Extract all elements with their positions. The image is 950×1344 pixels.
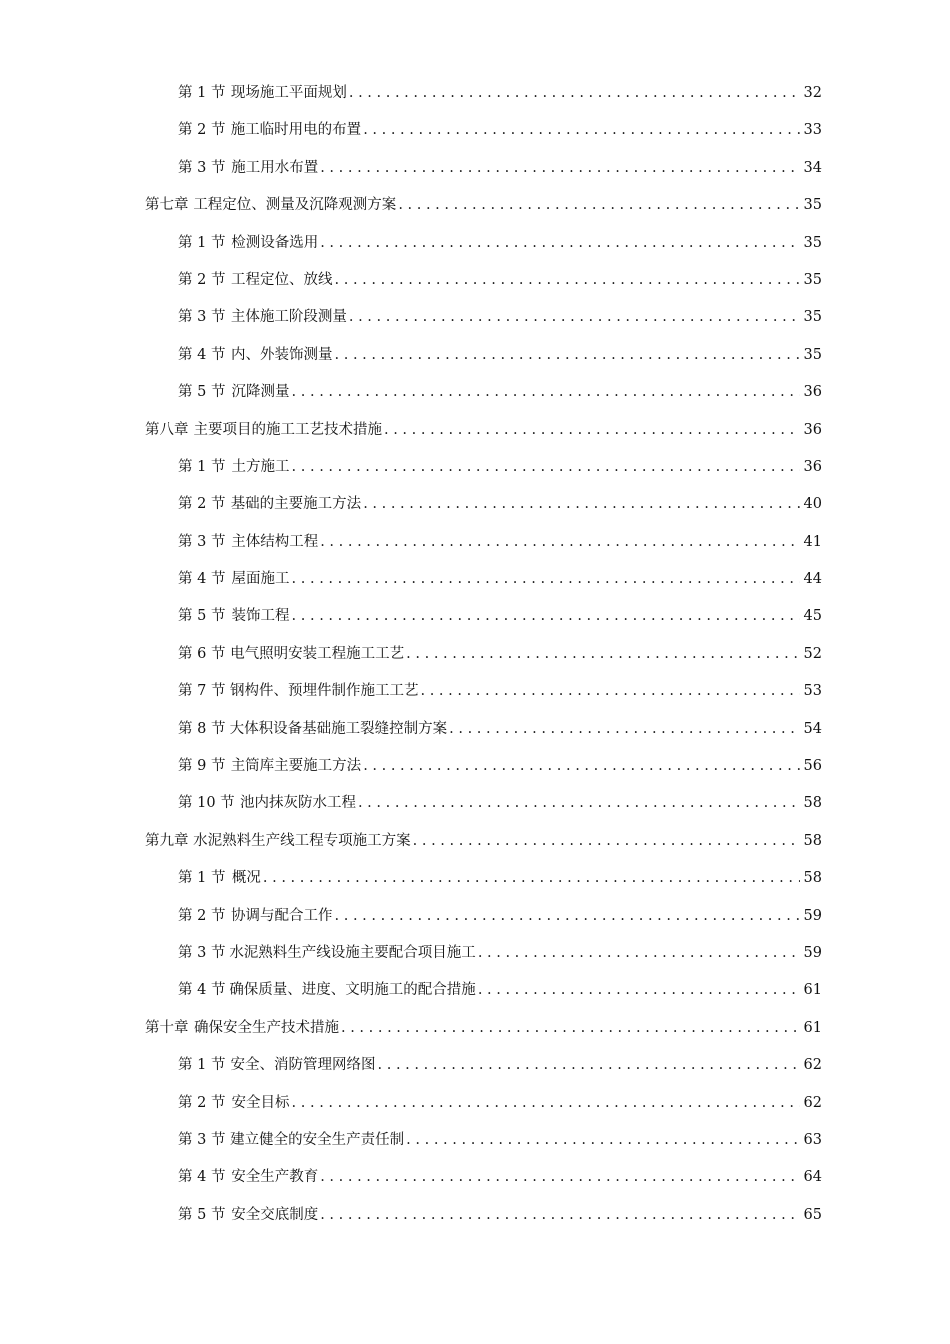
toc-page-number: 59 — [803, 907, 822, 924]
toc-entry-title: 工程定位、测量及沉降观测方案 — [193, 197, 397, 214]
dot-leader — [413, 823, 800, 860]
toc-section-entry[interactable] — [0, 75, 950, 112]
toc-entry-label: 第 8 节 — [178, 720, 226, 737]
toc-section-entry[interactable] — [0, 785, 950, 822]
toc-entry-title: 确保质量、进度、文明施工的配合措施 — [229, 982, 476, 999]
toc-entry-label: 第 10 节 — [178, 795, 235, 812]
toc-section-entry[interactable] — [0, 1122, 950, 1159]
toc-page-number: 33 — [803, 122, 822, 139]
toc-entry-label: 第 4 节 — [178, 571, 226, 588]
toc-section-entry[interactable] — [0, 299, 950, 336]
toc-page-number: 53 — [803, 683, 822, 700]
toc-page-number: 52 — [803, 645, 822, 662]
toc-entry-label: 第七章 — [145, 197, 189, 214]
dot-leader — [292, 561, 800, 598]
toc-entry-label: 第 6 节 — [178, 645, 226, 662]
toc-entry-label: 第 2 节 — [178, 1094, 226, 1111]
toc-entry-label: 第 5 节 — [178, 608, 226, 625]
toc-entry-title: 沉降测量 — [231, 384, 290, 401]
dot-leader — [335, 898, 800, 935]
toc-entry-label: 第 1 节 — [178, 870, 226, 887]
dot-leader — [320, 1159, 799, 1196]
toc-entry-title: 池内抹灰防水工程 — [239, 795, 356, 812]
dot-leader — [363, 486, 799, 523]
toc-entry-label: 第 2 节 — [178, 496, 226, 513]
toc-page-number: 45 — [803, 608, 822, 625]
toc-entry-label: 第 3 节 — [178, 533, 226, 550]
toc-entry-title: 安全交底制度 — [231, 1206, 319, 1223]
dot-leader — [320, 1197, 799, 1234]
toc-section-entry[interactable] — [0, 935, 950, 972]
toc-chapter-entry[interactable] — [0, 187, 950, 224]
toc-entry-label: 第 4 节 — [178, 1169, 226, 1186]
dot-leader — [320, 524, 799, 561]
toc-page-number: 61 — [803, 1019, 822, 1036]
toc-page-number: 36 — [803, 458, 822, 475]
toc-page-number: 35 — [803, 197, 822, 214]
toc-page-number: 62 — [803, 1057, 822, 1074]
toc-section-entry[interactable] — [0, 337, 950, 374]
dot-leader — [292, 598, 800, 635]
toc-entry-title: 钢构件、预埋件制作施工工艺 — [230, 683, 419, 700]
toc-entry-title: 屋面施工 — [231, 571, 290, 588]
toc-entry-label: 第 3 节 — [178, 944, 226, 961]
toc-chapter-entry[interactable] — [0, 1010, 950, 1047]
toc-page-number: 58 — [803, 795, 822, 812]
dot-leader — [398, 187, 799, 224]
toc-entry-label: 第 7 节 — [178, 683, 226, 700]
dot-leader — [478, 972, 800, 1009]
toc-entry-label: 第 2 节 — [178, 907, 226, 924]
toc-section-entry[interactable] — [0, 1197, 950, 1234]
toc-section-entry[interactable] — [0, 486, 950, 523]
dot-leader — [449, 711, 799, 748]
toc-entry-label: 第 2 节 — [178, 271, 226, 288]
toc-section-entry[interactable] — [0, 112, 950, 149]
toc-entry-title: 基础的主要施工方法 — [230, 496, 362, 513]
toc-entry-title: 大体积设备基础施工裂缝控制方案 — [229, 720, 448, 737]
toc-section-entry[interactable] — [0, 374, 950, 411]
toc-section-entry[interactable] — [0, 636, 950, 673]
toc-entry-label: 第 1 节 — [178, 458, 226, 475]
toc-entry-title: 确保安全生产技术措施 — [194, 1019, 339, 1036]
toc-entry-label: 第八章 — [145, 421, 189, 438]
toc-entry-title: 电气照明安装工程施工工艺 — [230, 645, 405, 662]
toc-page-number: 63 — [803, 1131, 822, 1148]
dot-leader — [478, 935, 800, 972]
toc-entry-label: 第 5 节 — [178, 1206, 226, 1223]
toc-entry-title: 协调与配合工作 — [231, 907, 333, 924]
dot-leader — [363, 748, 799, 785]
toc-entry-label: 第 3 节 — [178, 1131, 226, 1148]
toc-entry-title: 施工临时用电的布置 — [230, 122, 362, 139]
toc-entry-title: 主体施工阶段测量 — [230, 309, 347, 326]
dot-leader — [378, 1047, 800, 1084]
toc-section-entry[interactable] — [0, 898, 950, 935]
toc-entry-title: 水泥熟料生产线工程专项施工方案 — [193, 832, 411, 849]
dot-leader — [349, 299, 800, 336]
toc-entry-label: 第 4 节 — [178, 982, 226, 999]
toc-page-number: 35 — [803, 271, 822, 288]
toc-section-entry[interactable] — [0, 1159, 950, 1196]
toc-page-number: 35 — [803, 346, 822, 363]
toc-entry-title: 建立健全的安全生产责任制 — [230, 1131, 405, 1148]
toc-page-number: 65 — [803, 1206, 822, 1223]
dot-leader — [335, 262, 800, 299]
toc-entry-title: 土方施工 — [231, 458, 290, 475]
dot-leader — [263, 860, 800, 897]
toc-section-entry[interactable] — [0, 262, 950, 299]
toc-section-entry[interactable] — [0, 1047, 950, 1084]
toc-section-entry[interactable] — [0, 860, 950, 897]
toc-entry-label: 第 2 节 — [178, 122, 226, 139]
toc-page-number: 59 — [803, 944, 822, 961]
dot-leader — [406, 1122, 799, 1159]
dot-leader — [421, 673, 800, 710]
toc-entry-label: 第十章 — [145, 1019, 189, 1036]
dot-leader — [358, 785, 800, 822]
dot-leader — [406, 636, 799, 673]
toc-page-number: 36 — [803, 421, 822, 438]
dot-leader — [320, 150, 799, 187]
dot-leader — [335, 337, 800, 374]
toc-entry-label: 第九章 — [145, 832, 189, 849]
toc-section-entry[interactable] — [0, 1085, 950, 1122]
toc-section-entry[interactable] — [0, 711, 950, 748]
toc-entry-title: 概况 — [231, 870, 261, 887]
toc-section-entry[interactable] — [0, 225, 950, 262]
toc-entry-label: 第 3 节 — [178, 309, 226, 326]
toc-page-number: 44 — [803, 571, 822, 588]
dot-leader — [292, 374, 800, 411]
toc-page-number: 40 — [803, 496, 822, 513]
toc-page-number: 41 — [803, 533, 822, 550]
toc-entry-title: 主要项目的施工工艺技术措施 — [193, 421, 382, 438]
toc-section-entry[interactable] — [0, 598, 950, 635]
toc-entry-label: 第 9 节 — [178, 758, 226, 775]
toc-entry-title: 现场施工平面规划 — [230, 85, 347, 101]
toc-entry-title: 安全生产教育 — [231, 1169, 319, 1186]
toc-page-number: 35 — [803, 309, 822, 326]
toc-entry-title: 主筒库主要施工方法 — [230, 758, 362, 775]
toc-entry-title: 检测设备选用 — [231, 234, 319, 251]
toc-page-number: 62 — [803, 1094, 822, 1111]
toc-entry-title: 工程定位、放线 — [231, 271, 333, 288]
toc-page-number: 58 — [803, 870, 822, 887]
toc-entry-label: 第 1 节 — [178, 1057, 226, 1074]
dot-leader — [363, 112, 799, 149]
toc-section-entry[interactable] — [0, 524, 950, 561]
toc-entry-title: 水泥熟料生产线设施主要配合项目施工 — [229, 944, 476, 961]
toc-entry-title: 施工用水布置 — [231, 159, 319, 176]
toc-chapter-entry[interactable] — [0, 823, 950, 860]
dot-leader — [349, 75, 800, 112]
toc-section-entry[interactable] — [0, 972, 950, 1009]
toc-section-entry[interactable] — [0, 150, 950, 187]
toc-entry-label: 第 1 节 — [178, 85, 226, 101]
toc-page-number: 35 — [803, 234, 822, 251]
toc-page-number: 56 — [803, 758, 822, 775]
toc-section-entry[interactable] — [0, 449, 950, 486]
toc-page-number: 54 — [803, 720, 822, 737]
dot-leader — [292, 449, 800, 486]
toc-entry-title: 安全、消防管理网络图 — [230, 1057, 376, 1074]
toc-entry-label: 第 1 节 — [178, 234, 226, 251]
toc-entry-label: 第 5 节 — [178, 384, 226, 401]
toc-entry-title: 主体结构工程 — [231, 533, 319, 550]
toc-section-entry[interactable] — [0, 748, 950, 785]
toc-page-number: 58 — [803, 832, 822, 849]
toc-section-entry[interactable] — [0, 673, 950, 710]
table-of-contents — [0, 75, 950, 1234]
toc-page-number: 64 — [803, 1169, 822, 1186]
toc-entry-title: 装饰工程 — [231, 608, 290, 625]
toc-page-number: 34 — [803, 159, 822, 176]
toc-entry-title: 内、外装饰测量 — [231, 346, 333, 363]
toc-entry-title: 安全目标 — [231, 1094, 290, 1111]
dot-leader — [292, 1085, 800, 1122]
toc-chapter-entry[interactable] — [0, 412, 950, 449]
toc-page-number: 61 — [803, 982, 822, 999]
dot-leader — [341, 1010, 800, 1047]
dot-leader — [320, 225, 799, 262]
dot-leader — [384, 412, 800, 449]
toc-page-number: 32 — [803, 85, 822, 101]
toc-entry-label: 第 3 节 — [178, 159, 226, 176]
toc-entry-label: 第 4 节 — [178, 346, 226, 363]
toc-page-number: 36 — [803, 384, 822, 401]
toc-section-entry[interactable] — [0, 561, 950, 598]
